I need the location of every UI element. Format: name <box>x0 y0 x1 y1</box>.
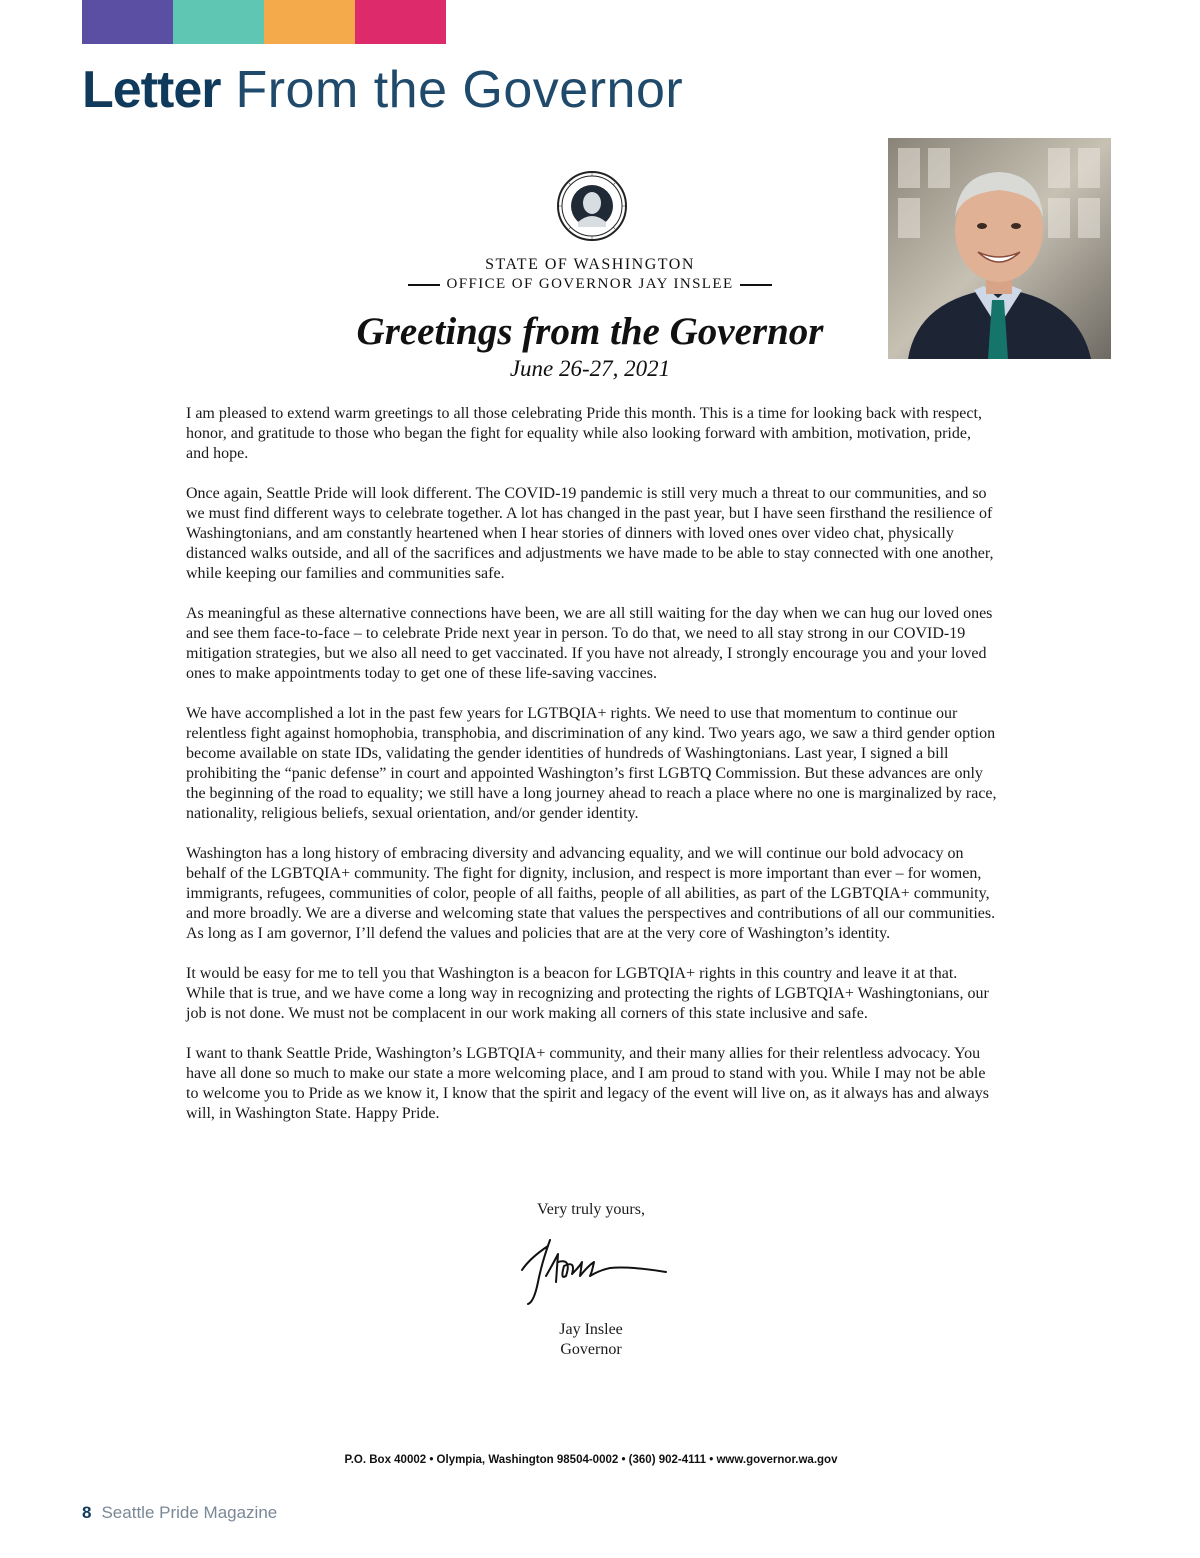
washington-state-seal-icon <box>556 170 628 242</box>
greeting <box>280 308 900 382</box>
color-bar-teal <box>173 0 264 44</box>
letter-paragraph: It would be easy for me to tell you that Washington is a beacon for LGBTQIA+ rights in this country and leave it at that. While that is true, and we have come a long way in recognizing and protecting the rights of LGBTQIA+ Washingtonians, our job is not done. We must not be complacent in our work making all corners of this state inclusive and safe. <box>186 965 989 1022</box>
letter-paragraph: As meaningful as these alternative connections have been, we are all still waiting for the day when we can hug our loved ones and see them face-to-face – to celebrate Pride next year in person. To do that, we need to all stay strong in our COVID-19 mitigation strategies, but we also all need to get vaccinated. If you have not already, I strongly encourage you and your loved ones to make appointments today to get one of these life-saving vaccines. <box>186 605 993 682</box>
letterhead-rule-right <box>740 284 772 286</box>
color-bar-pink <box>355 0 446 44</box>
signer-name: Jay Inslee <box>559 1321 623 1338</box>
letterhead <box>380 256 800 293</box>
color-bar <box>82 0 446 44</box>
greeting-date: June 26-27, 2021 <box>509 356 671 381</box>
letter-paragraph: Washington has a long history of embracing diversity and advancing equality, and we will continue our bold advocacy on behalf of the LGBTQIA+ community. The fight for dignity, inclusion, and respect is more important than ever – for women, immigrants, refugees, communities of color, people of all faiths, people of all abilities, as part of the LGBTQIA+ community, and more broadly. We are a diverse and welcoming state that values the perspectives and contributions of all our communities. As long as I am governor, I’ll defend the values and policies that are at the very core of Washington’s identity. <box>186 845 996 942</box>
signature-image <box>520 1232 670 1310</box>
publication-name: Seattle Pride Magazine <box>101 1503 278 1522</box>
closing: Very truly yours, <box>537 1201 645 1218</box>
letter-paragraph: We have accomplished a lot in the past few years for LGTBQIA+ rights. We need to use that momentum to continue our relentless fight against homophobia, transphobia, and discrimination of any kind. Two years ago, we saw a third gender option become available on state IDs, validating the gender identities of hundreds of Washingtonians. Last year, I signed a bill prohibiting the “panic defense” in court and appointed Washington’s first LGBTQ Commission. But these advances are only the beginning of the road to equality; we still have a long journey ahead to reach a place where no one is marginalized by race, nationality, religious beliefs, sexual orientation, and/or gender identity. <box>186 705 997 822</box>
office-address: P.O. Box 40002 • Olympia, Washington 98504-0002 • (360) 902-4111 • www.governor.wa.gov <box>344 1454 838 1466</box>
greeting-title: Greetings from the Governor <box>356 310 824 353</box>
letter-paragraph: Once again, Seattle Pride will look different. The COVID-19 pandemic is still very much a threat to our communities, and so we must find different ways to celebrate together. A lot has changed in the past year, but I have seen firsthand the resilience of Washingtonians, and am constantly heartened when I hear stories of dinners with loved ones over video chat, physically distanced walks outside, and all of the sacrifices and adjustments we have made to be able to stay connected with one another, while keeping our families and communities safe. <box>186 485 994 582</box>
letter-paragraph: I want to thank Seattle Pride, Washington’s LGBTQIA+ community, and their many allies for their relentless advocacy. You have all done so much to make our state a more welcoming place, and I am proud to stand with you. While I may not be able to welcome you to Pride as we know it, I know that the spirit and legacy of the event will live on, as it always has and always will, in Washington State. Happy Pride. <box>186 1045 989 1122</box>
page-footer <box>82 1503 277 1523</box>
page-title-bold: Letter <box>82 61 221 119</box>
page-number: 8 <box>82 1503 92 1522</box>
color-bar-orange <box>264 0 355 44</box>
governor-portrait <box>888 138 1111 359</box>
signer-block <box>480 1320 702 1360</box>
letter-body <box>186 404 998 1144</box>
letterhead-office-line <box>380 276 800 293</box>
letter-paragraph: I am pleased to extend warm greetings to all those celebrating Pride this month. This is a time for looking back with respect, honor, and gratitude to those who began the fight for equality while also looking forward with ambition, motivation, pride, and hope. <box>186 405 982 462</box>
color-bar-purple <box>82 0 173 44</box>
page-title-light: From the Governor <box>235 61 684 119</box>
letterhead-office: OFFICE OF GOVERNOR JAY INSLEE <box>446 276 734 292</box>
letterhead-rule-left <box>408 284 440 286</box>
signer-title: Governor <box>560 1341 622 1358</box>
letterhead-state: STATE OF WASHINGTON <box>485 256 695 273</box>
page-title <box>82 60 683 120</box>
